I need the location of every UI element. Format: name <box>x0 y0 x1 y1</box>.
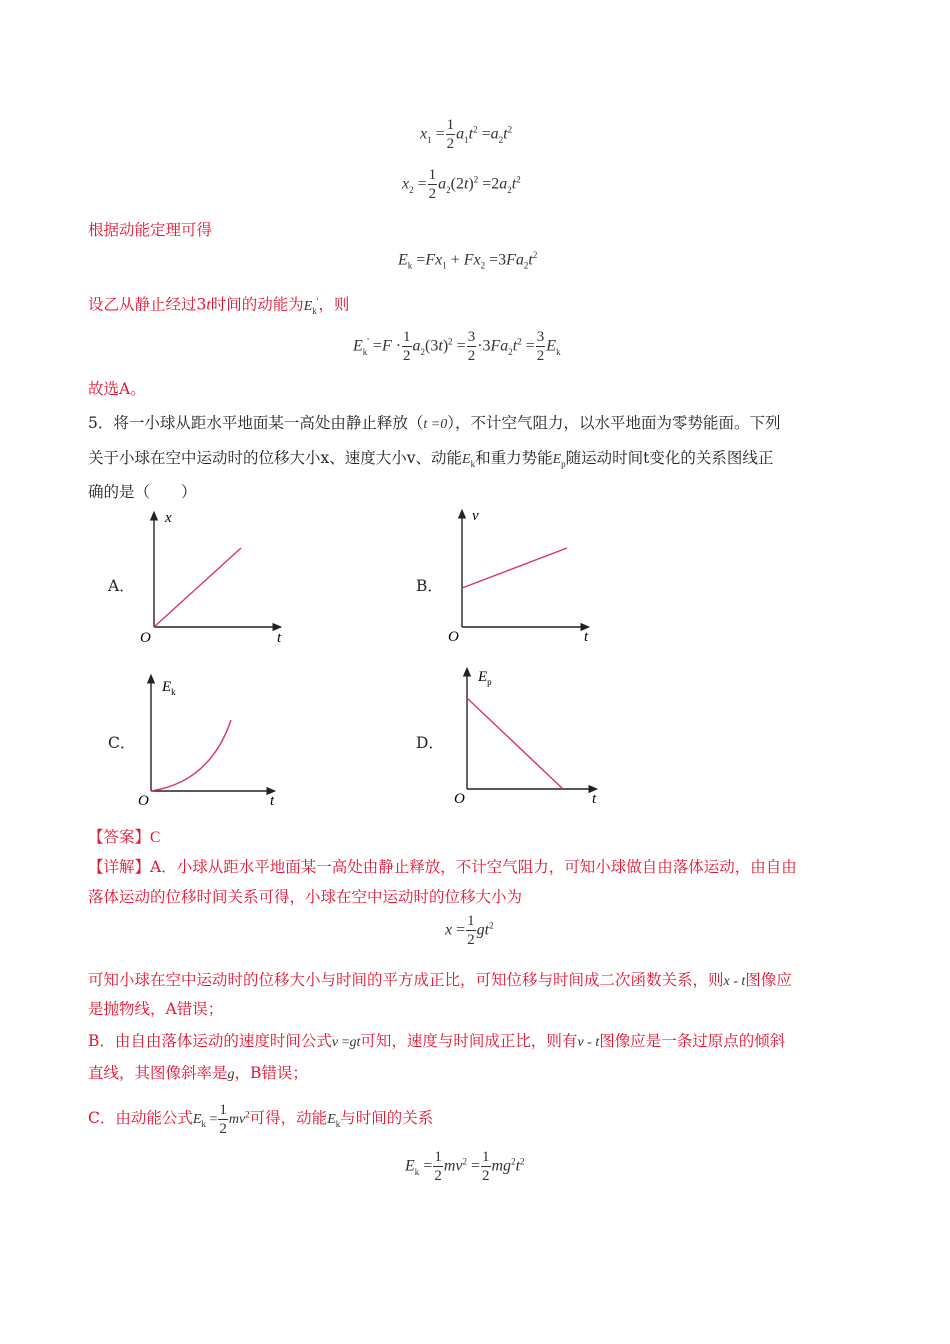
equation-ek-prime: $E_k' =F$ · $\frac{1}{2}$ $a_2(3t)^2$ = $\frac{3}{2}$ $\cdot 3Fa_2t^2$ = $\frac{3}{2}$ $E_k$ <box>353 329 561 364</box>
answer-tag: 【答案】 <box>88 828 151 846</box>
graph-a-x-label: t <box>277 630 282 646</box>
detail-a-line-1: 【详解】A．小球从距水平地面某一高处由静止释放，不计空气阻力，可知小球做自由落体运动，由自由 <box>88 858 797 876</box>
graph-b-origin: O <box>448 629 459 645</box>
option-c-label: C． <box>108 734 136 752</box>
graph-b <box>448 508 589 645</box>
equation-x1: $x_1$ = $\frac{1}{2}$ $a_1t^2 =a_2t^2$ <box>420 117 513 152</box>
graph-d-x-label: t <box>592 791 597 807</box>
text-dongneng-theorem: 根据动能定理可得 <box>88 221 213 239</box>
graph-a-origin: O <box>140 630 151 646</box>
graph-c-curve <box>151 720 231 791</box>
graph-d-y-label: $E_p$ <box>478 669 492 687</box>
graph-a <box>140 510 282 646</box>
graph-a-y-label: x <box>165 510 172 526</box>
text-choose-a: 故选A。 <box>88 380 146 398</box>
equation-ek: $E_k =Fx_1 + Fx_2 =3Fa_2t^2$ <box>398 250 538 271</box>
equation-x2: $x_2$ = $\frac{1}{2}$ $a_2(2t)^2 =2a_2t^2$ <box>402 167 521 202</box>
detail-c-line-1: C．由动能公式$E_k$ = $\frac{1}{2}$ $mv^2$可得，动能$E_k$与时间的关系 <box>88 1102 434 1137</box>
graph-d <box>454 669 597 807</box>
detail-b-line-1: B．由自由落体运动的速度时间公式v =gt可知，速度与时间成正比，则有v - t图像应是一条过原点的倾斜 <box>88 1032 786 1050</box>
graph-b-line <box>462 548 567 588</box>
detail-b-line-2: 直线，其图像斜率是g，B错误； <box>88 1064 308 1082</box>
detail-a-line-3: 可知小球在空中运动时的位移大小与时间的平方成正比，可知位移与时间成二次函数关系，则x - t图像应 <box>88 971 792 989</box>
detail-a-line-2: 落体运动的位移时间关系可得，小球在空中运动时的位移大小为 <box>88 888 523 906</box>
option-graphs <box>0 500 950 840</box>
detail-a-line-4: 是抛物线，A错误； <box>88 1000 224 1018</box>
graph-c-y-label: $E_k$ <box>162 679 176 697</box>
graph-c <box>138 678 275 809</box>
answer-value: C <box>150 829 161 846</box>
option-a-label: A． <box>108 577 135 595</box>
graph-d-origin: O <box>454 791 465 807</box>
option-d-label: D． <box>416 734 444 752</box>
graph-c-x-label: t <box>270 793 275 809</box>
question-line-1: 5．将一小球从距水平地面某一高处由静止释放（t =0），不计空气阻力，以水平地面为零势能面。下列 <box>88 414 781 432</box>
graph-b-y-label: v <box>472 508 479 524</box>
question-line-2: 关于小球在空中运动时的位移大小x、速度大小v、动能$E_k$和重力势能$E_p$随运动时间t变化的关系图线正 <box>88 449 774 469</box>
graph-d-line <box>467 698 563 789</box>
text-set-yi: 设乙从静止经过3t时间的动能为$E_k'$，则 <box>88 295 350 316</box>
question-line-3: 确的是（ ） <box>88 483 197 501</box>
equation-x-half-gt2: x = $\frac{1}{2}$ $gt^2$ <box>445 913 494 948</box>
graph-b-x-label: t <box>584 629 589 645</box>
equation-ek-half-mg2t2: $E_k$ = $\frac{1}{2}$ $mv^2$ = $\frac{1}{2}$ $mg^2t^2$ <box>405 1149 525 1184</box>
option-b-label: B． <box>416 577 443 595</box>
answer-line <box>88 826 160 849</box>
graph-c-origin: O <box>138 793 149 809</box>
graph-a-line <box>154 548 241 627</box>
